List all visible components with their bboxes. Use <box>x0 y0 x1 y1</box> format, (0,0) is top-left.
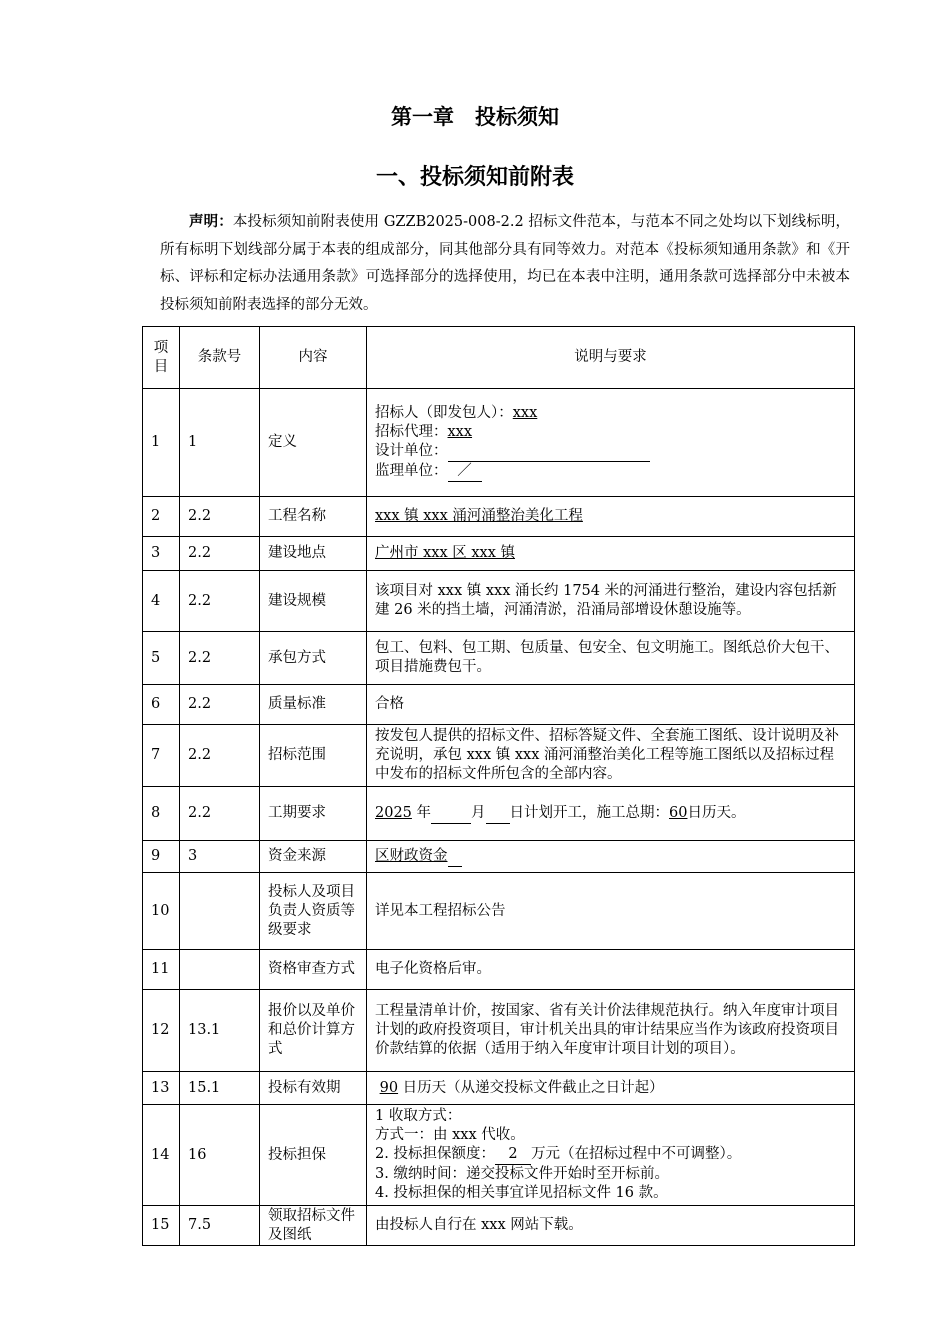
bidding-appendix-table <box>142 326 855 1246</box>
table-header-row <box>143 327 855 389</box>
statement-text: 本投标须知前附表使用 GZZB2025-008-2.2 招标文件范本，与范本不同之处均以下划线标明，所有标明下划线部分属于本表的组成部分，同其他部分具有同等效力。对范本《投标须知通用条款》和《开标、评标和定标办法通用条款》可选择部分的选择使用，均已在本表中注明，通用条款可选择部分中未被本投标须知前附表选择的部分无效。 <box>160 214 850 313</box>
statement-paragraph <box>160 208 850 319</box>
row-description: 由投标人自行在 xxx 网站下载。 <box>367 1206 855 1246</box>
table-row <box>143 571 855 632</box>
row-number: 10 <box>143 873 180 950</box>
row-number: 11 <box>143 950 180 990</box>
guarantee-amount: 2 <box>495 1145 531 1165</box>
row-number: 3 <box>143 537 180 571</box>
day-blank <box>486 804 510 824</box>
row-clause: 3 <box>180 841 260 873</box>
validity-text: 日历天（从递交投标文件截止之日计起） <box>402 1079 664 1096</box>
row-clause: 2.2 <box>180 497 260 537</box>
table-row <box>143 725 855 787</box>
table-row <box>143 1206 855 1246</box>
row-description: 详见本工程招标公告 <box>367 873 855 950</box>
row-number: 12 <box>143 990 180 1072</box>
row-content: 定义 <box>260 389 367 497</box>
row-description <box>367 841 855 873</box>
row-description <box>367 787 855 841</box>
row-description: 合格 <box>367 685 855 725</box>
row-description: 包工、包料、包工期、包质量、包安全、包文明施工。图纸总价大包干、项目措施费包干。 <box>367 632 855 685</box>
row-description: 按发包人提供的招标文件、招标答疑文件、全套施工图纸、设计说明及补充说明，承包 xxx 镇 xxx 涌河涌整治美化工程等施工图纸以及招标过程中发布的招标文件所包含的全部内容。 <box>367 725 855 787</box>
table-row <box>143 841 855 873</box>
row-number: 15 <box>143 1206 180 1246</box>
row-content: 投标人及项目负责人资质等级要求 <box>260 873 367 950</box>
tenderer-value: xxx <box>512 404 538 421</box>
guarantee-line-4: 3. 缴纳时间：递交投标文件开始时至开标前。 <box>375 1166 669 1182</box>
row-content: 投标有效期 <box>260 1072 367 1105</box>
header-item: 项目 <box>143 327 180 389</box>
row-number: 5 <box>143 632 180 685</box>
design-unit-blank <box>448 442 650 462</box>
row-content: 建设地点 <box>260 537 367 571</box>
row-content: 工程名称 <box>260 497 367 537</box>
table-row <box>143 497 855 537</box>
row-clause: 2.2 <box>180 787 260 841</box>
row-clause: 1 <box>180 389 260 497</box>
validity-days: 90 <box>379 1079 399 1096</box>
row-description <box>367 1072 855 1105</box>
table-row <box>143 632 855 685</box>
row-clause: 2.2 <box>180 537 260 571</box>
fund-source-underline <box>448 847 462 867</box>
guarantee-amount-unit: 万元（在招标过程中不可调整）。 <box>530 1146 742 1162</box>
month-blank <box>431 804 471 824</box>
guarantee-line-5: 4. 投标担保的相关事宜详见招标文件 16 款。 <box>375 1185 668 1201</box>
duration-unit: 日历天。 <box>687 804 746 821</box>
row-description <box>367 389 855 497</box>
row-content: 领取招标文件及图纸 <box>260 1206 367 1246</box>
table-row <box>143 787 855 841</box>
statement-label: 声明： <box>189 213 233 230</box>
row-clause: 2.2 <box>180 685 260 725</box>
header-clause: 条款号 <box>180 327 260 389</box>
row-clause: 15.1 <box>180 1072 260 1105</box>
row-description: 该项目对 xxx 镇 xxx 涌长约 1754 米的河涌进行整治，建设内容包括新建 26 米的挡土墙，河涌清淤，沿涌局部增设休憩设施等。 <box>367 571 855 632</box>
agent-label: 招标代理： <box>375 423 448 440</box>
guarantee-line-1: 1 收取方式： <box>375 1108 462 1124</box>
row-number: 2 <box>143 497 180 537</box>
construction-site: 广州市 xxx 区 xxx 镇 <box>375 545 516 561</box>
row-clause: 16 <box>180 1105 260 1206</box>
row-content: 质量标准 <box>260 685 367 725</box>
guarantee-amount-label: 2. 投标担保额度： <box>375 1146 495 1162</box>
row-content: 工期要求 <box>260 787 367 841</box>
row-content: 资格审查方式 <box>260 950 367 990</box>
table-row <box>143 873 855 950</box>
header-description: 说明与要求 <box>367 327 855 389</box>
supervisor-value: ／ <box>448 462 482 482</box>
row-clause <box>180 950 260 990</box>
duration-days: 60 <box>669 804 688 821</box>
tenderer-label: 招标人（即发包人）： <box>375 404 513 421</box>
row-clause: 2.2 <box>180 571 260 632</box>
start-text: 日计划开工，施工总期： <box>509 804 670 821</box>
row-content: 建设规模 <box>260 571 367 632</box>
row-number: 13 <box>143 1072 180 1105</box>
table-row <box>143 1105 855 1206</box>
table-row <box>143 685 855 725</box>
table-row <box>143 950 855 990</box>
month-unit: 月 <box>471 804 486 821</box>
row-description <box>367 1105 855 1206</box>
table-row <box>143 990 855 1072</box>
fund-source: 区财政资金 <box>375 847 448 864</box>
row-description <box>367 497 855 537</box>
row-number: 7 <box>143 725 180 787</box>
row-number: 6 <box>143 685 180 725</box>
row-content: 承包方式 <box>260 632 367 685</box>
row-clause: 13.1 <box>180 990 260 1072</box>
guarantee-line-2: 方式一：由 xxx 代收。 <box>375 1127 525 1143</box>
row-content: 投标担保 <box>260 1105 367 1206</box>
row-content: 招标范围 <box>260 725 367 787</box>
start-year: 2025 <box>375 804 412 821</box>
row-description: 工程量清单计价，按国家、省有关计价法律规范执行。纳入年度审计项目计划的政府投资项目，审计机关出具的审计结果应当作为该政府投资项目价款结算的依据（适用于纳入年度审计项目计划的项目）。 <box>367 990 855 1072</box>
project-name: xxx 镇 xxx 涌河涌整治美化工程 <box>375 508 583 524</box>
section-title: 一、投标须知前附表 <box>375 165 574 190</box>
row-content: 报价以及单价和总价计算方式 <box>260 990 367 1072</box>
row-number: 9 <box>143 841 180 873</box>
table-row <box>143 537 855 571</box>
row-description: 电子化资格后审。 <box>367 950 855 990</box>
chapter-title: 第一章 投标须知 <box>391 105 559 129</box>
row-content: 资金来源 <box>260 841 367 873</box>
row-number: 14 <box>143 1105 180 1206</box>
header-content: 内容 <box>260 327 367 389</box>
supervisor-label: 监理单位： <box>375 462 448 479</box>
design-unit-label: 设计单位： <box>375 442 448 459</box>
agent-value: xxx <box>447 423 473 440</box>
year-unit: 年 <box>416 804 432 821</box>
row-clause: 2.2 <box>180 632 260 685</box>
row-number: 4 <box>143 571 180 632</box>
row-description <box>367 537 855 571</box>
row-number: 1 <box>143 389 180 497</box>
table-row <box>143 389 855 497</box>
table-row <box>143 1072 855 1105</box>
row-clause: 7.5 <box>180 1206 260 1246</box>
row-number: 8 <box>143 787 180 841</box>
row-clause: 2.2 <box>180 725 260 787</box>
row-clause <box>180 873 260 950</box>
